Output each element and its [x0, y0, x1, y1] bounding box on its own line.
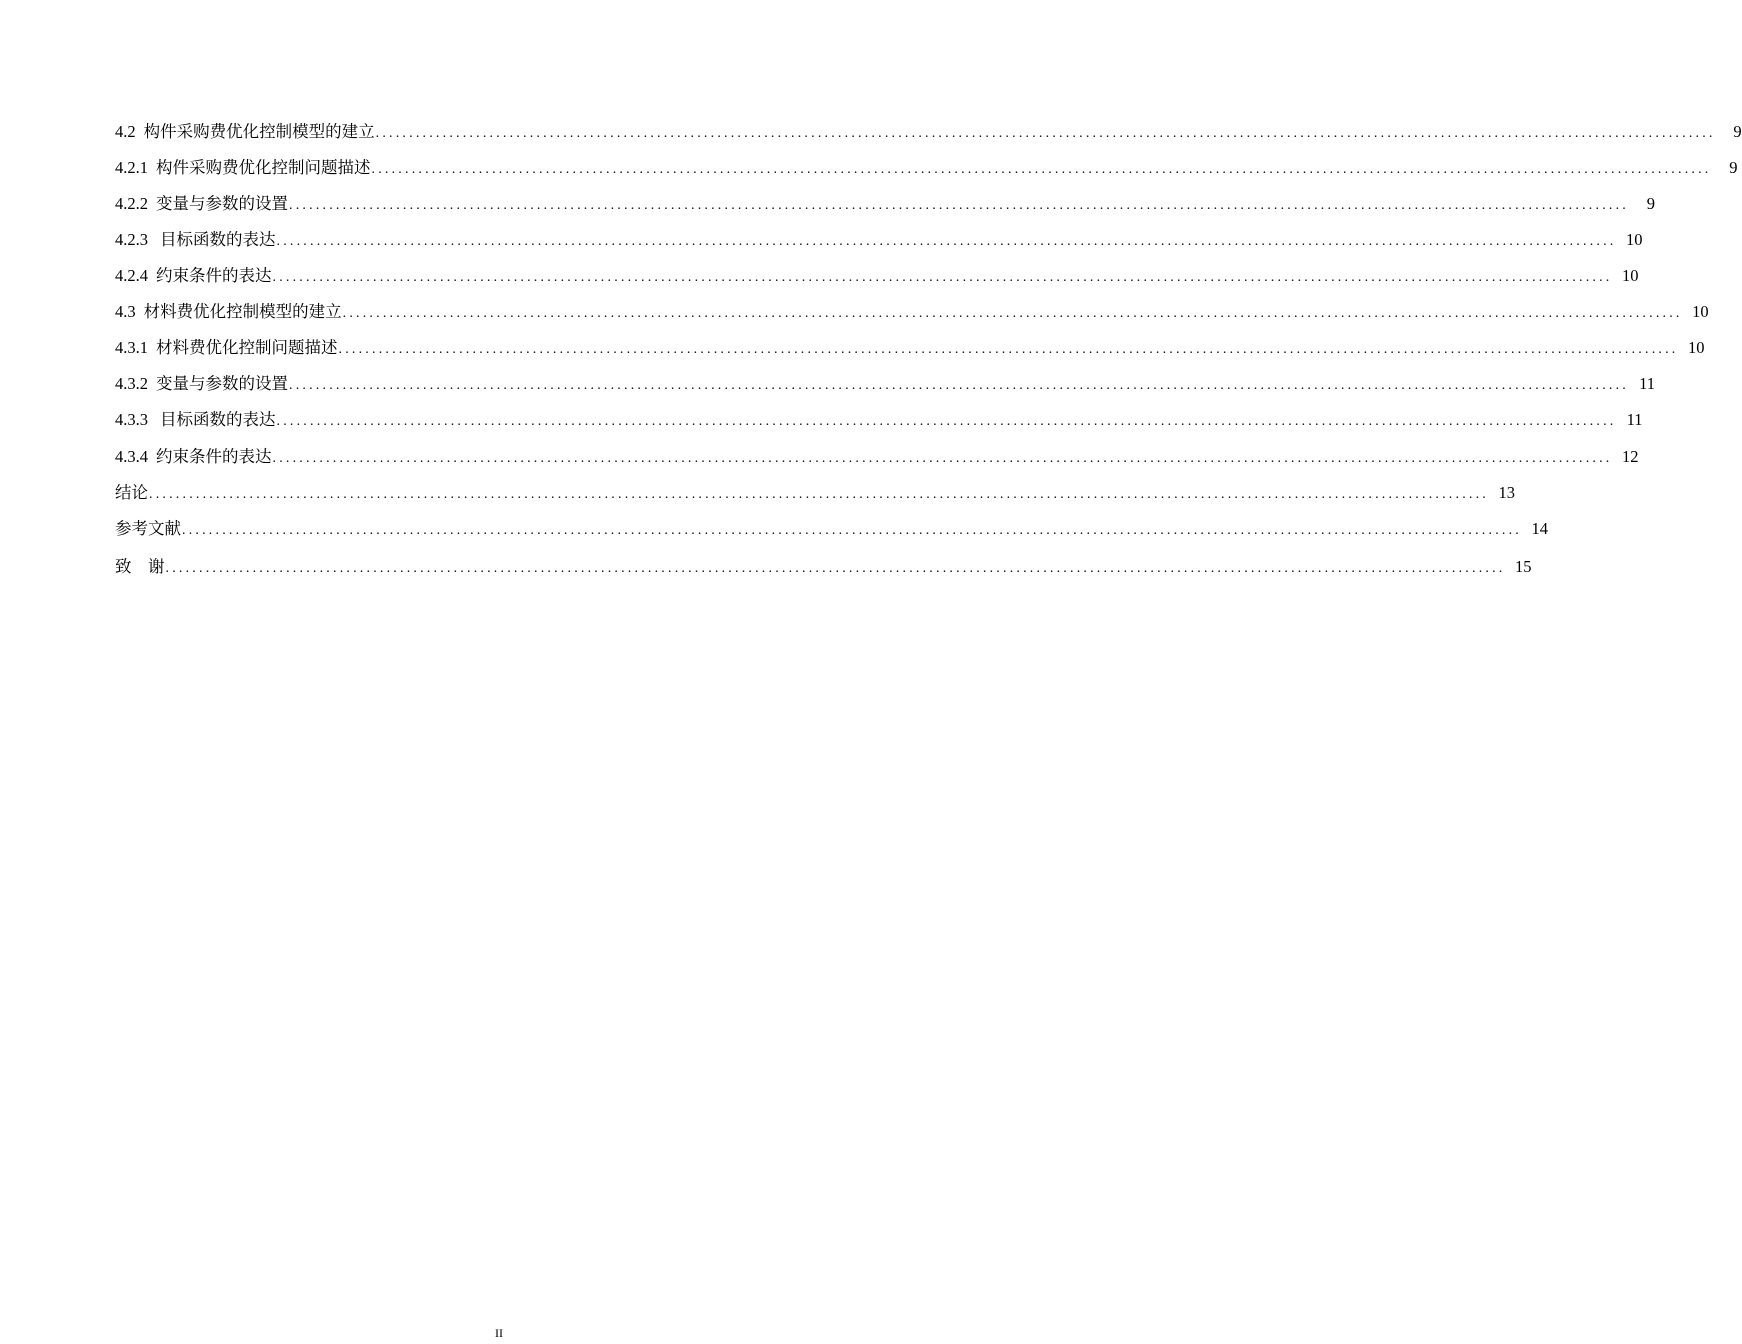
toc-entry-number: 4.2 [115, 122, 136, 141]
toc-entry-page: 9 [1729, 158, 1738, 177]
toc-entry-number: 4.2.3 [115, 230, 148, 249]
toc-entry-label: 构件采购费优化控制问题描述 [156, 158, 371, 177]
toc-entry-page: 12 [1622, 447, 1639, 466]
toc-dot-leader: ........................................................................................................................................................................................................ [371, 162, 1712, 177]
toc-entry-label: 目标函数的表达 [160, 410, 276, 429]
toc-entry-page: 11 [1626, 410, 1643, 429]
toc-entry-title [115, 406, 276, 430]
toc-entry-title [115, 262, 272, 286]
toc-entry[interactable] [115, 190, 1655, 226]
toc-dot-leader: ........................................................................................................................................................................................................ [289, 378, 1629, 393]
toc-entry-label: 构件采购费优化控制模型的建立 [143, 122, 375, 141]
toc-dot-leader: ........................................................................................................................................................................................................ [276, 414, 1617, 429]
toc-entry-number: 4.3.2 [115, 374, 148, 393]
toc-entry[interactable] [115, 262, 1639, 298]
toc-entry-page: 10 [1626, 230, 1643, 249]
toc-entry-title [115, 118, 375, 142]
toc-entry-label: 材料费优化控制模型的建立 [143, 302, 342, 321]
toc-entry-label: 变量与参数的设置 [156, 194, 288, 213]
toc-entry-label: 约束条件的表达 [156, 266, 272, 285]
toc-entry-label: 致 谢 [115, 557, 165, 576]
toc-entry-title [115, 154, 371, 178]
toc-entry-label: 结论 [115, 483, 148, 502]
toc-entry[interactable] [115, 370, 1655, 406]
toc-entry[interactable] [115, 443, 1639, 479]
toc-entry-number: 4.2.1 [115, 158, 148, 177]
toc-entry-title [115, 298, 342, 322]
toc-entry-number: 4.2.4 [115, 266, 148, 285]
toc-entry-label: 变量与参数的设置 [156, 374, 288, 393]
toc-dot-leader: ........................................................................................................................................................................................................ [182, 523, 1522, 538]
toc-dot-leader: ........................................................................................................................................................................................................ [272, 270, 1613, 285]
toc-entry[interactable] [115, 154, 1738, 190]
toc-entry[interactable] [115, 406, 1643, 443]
toc-dot-leader: ........................................................................................................................................................................................................ [338, 342, 1679, 357]
toc-entry-number: 4.3.3 [115, 410, 148, 429]
toc-entry-page: 15 [1515, 557, 1532, 576]
toc-dot-leader: ........................................................................................................................................................................................................ [272, 451, 1613, 466]
toc-entry-title [115, 226, 276, 250]
toc-entry-conclusion[interactable] [115, 479, 1515, 515]
toc-dot-leader: ........................................................................................................................................................................................................ [149, 487, 1489, 502]
toc-entry-number: 4.3.4 [115, 447, 148, 466]
toc-entry-number: 4.3 [115, 302, 136, 321]
toc-entry-number: 4.3.1 [115, 338, 148, 357]
toc-entry-number: 4.2.2 [115, 194, 148, 213]
toc-entry-references[interactable] [115, 515, 1548, 551]
toc-entry-label: 材料费优化控制问题描述 [156, 338, 338, 357]
toc-entry-title [115, 334, 338, 358]
toc-entry-page: 10 [1688, 338, 1705, 357]
table-of-contents [115, 118, 1742, 592]
toc-entry-acknowledgements[interactable] [115, 553, 1532, 592]
toc-entry-label: 参考文献 [115, 519, 181, 538]
toc-dot-leader: ........................................................................................................................................................................................................ [375, 126, 1716, 141]
toc-entry[interactable] [115, 334, 1705, 370]
page-number-footer: II [495, 1326, 503, 1340]
toc-entry-page: 10 [1622, 266, 1639, 285]
toc-entry-page: 11 [1639, 374, 1655, 393]
toc-entry-page: 9 [1646, 194, 1655, 213]
toc-entry-title [115, 190, 288, 214]
toc-entry[interactable] [115, 226, 1643, 262]
toc-entry-page: 10 [1692, 302, 1709, 321]
toc-entry-page: 14 [1531, 519, 1548, 538]
toc-entry-page: 13 [1498, 483, 1515, 502]
toc-entry[interactable] [115, 298, 1709, 334]
toc-dot-leader: ........................................................................................................................................................................................................ [276, 234, 1617, 249]
toc-entry[interactable] [115, 118, 1742, 154]
toc-dot-leader: ........................................................................................................................................................................................................ [165, 561, 1506, 576]
toc-entry-label: 约束条件的表达 [156, 447, 272, 466]
toc-entry-page: 9 [1733, 122, 1742, 141]
toc-entry-title [115, 443, 272, 467]
toc-entry-label: 目标函数的表达 [160, 230, 276, 249]
toc-entry-title [115, 370, 288, 394]
toc-dot-leader: ........................................................................................................................................................................................................ [342, 306, 1683, 321]
toc-dot-leader: ........................................................................................................................................................................................................ [289, 198, 1629, 213]
